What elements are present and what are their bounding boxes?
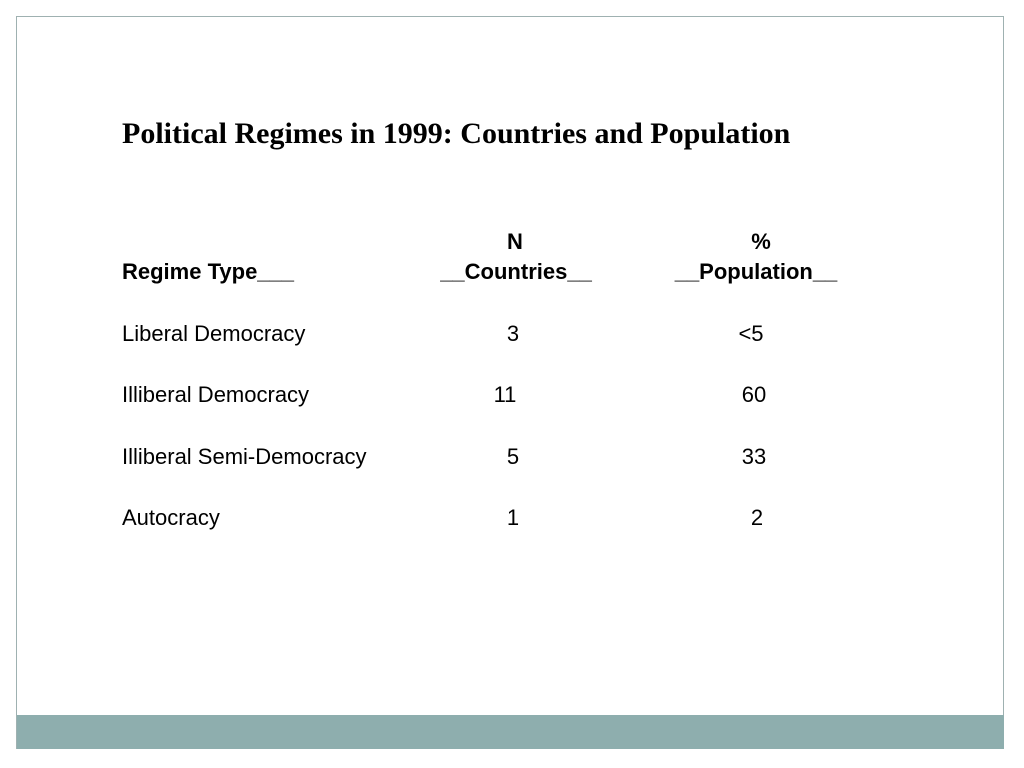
row-countries-liberal-democracy: 3 (506, 321, 520, 346)
header-countries-top: N (507, 229, 523, 254)
row-countries-autocracy: 1 (506, 505, 520, 530)
header-population: __Population__ (674, 259, 838, 284)
row-regime-illiberal-democracy: Illiberal Democracy (122, 382, 310, 407)
row-population-illiberal-semi-democracy: 33 (741, 444, 767, 469)
row-regime-liberal-democracy: Liberal Democracy (122, 321, 306, 346)
row-population-autocracy: 2 (750, 505, 764, 530)
slide-title: Political Regimes in 1999: Countries and Population (122, 117, 791, 150)
row-countries-illiberal-semi-democracy: 5 (506, 444, 520, 469)
row-population-liberal-democracy: <5 (738, 321, 764, 346)
row-regime-autocracy: Autocracy (122, 505, 220, 530)
row-countries-illiberal-democracy: 11 (493, 382, 517, 407)
row-population-illiberal-democracy: 60 (741, 382, 767, 407)
header-population-top: % (751, 229, 771, 254)
footer-band (17, 715, 1004, 749)
header-countries: __Countries__ (440, 259, 592, 284)
row-regime-illiberal-semi-democracy: Illiberal Semi-Democracy (122, 444, 367, 469)
header-regime-type: Regime Type___ (122, 259, 295, 284)
